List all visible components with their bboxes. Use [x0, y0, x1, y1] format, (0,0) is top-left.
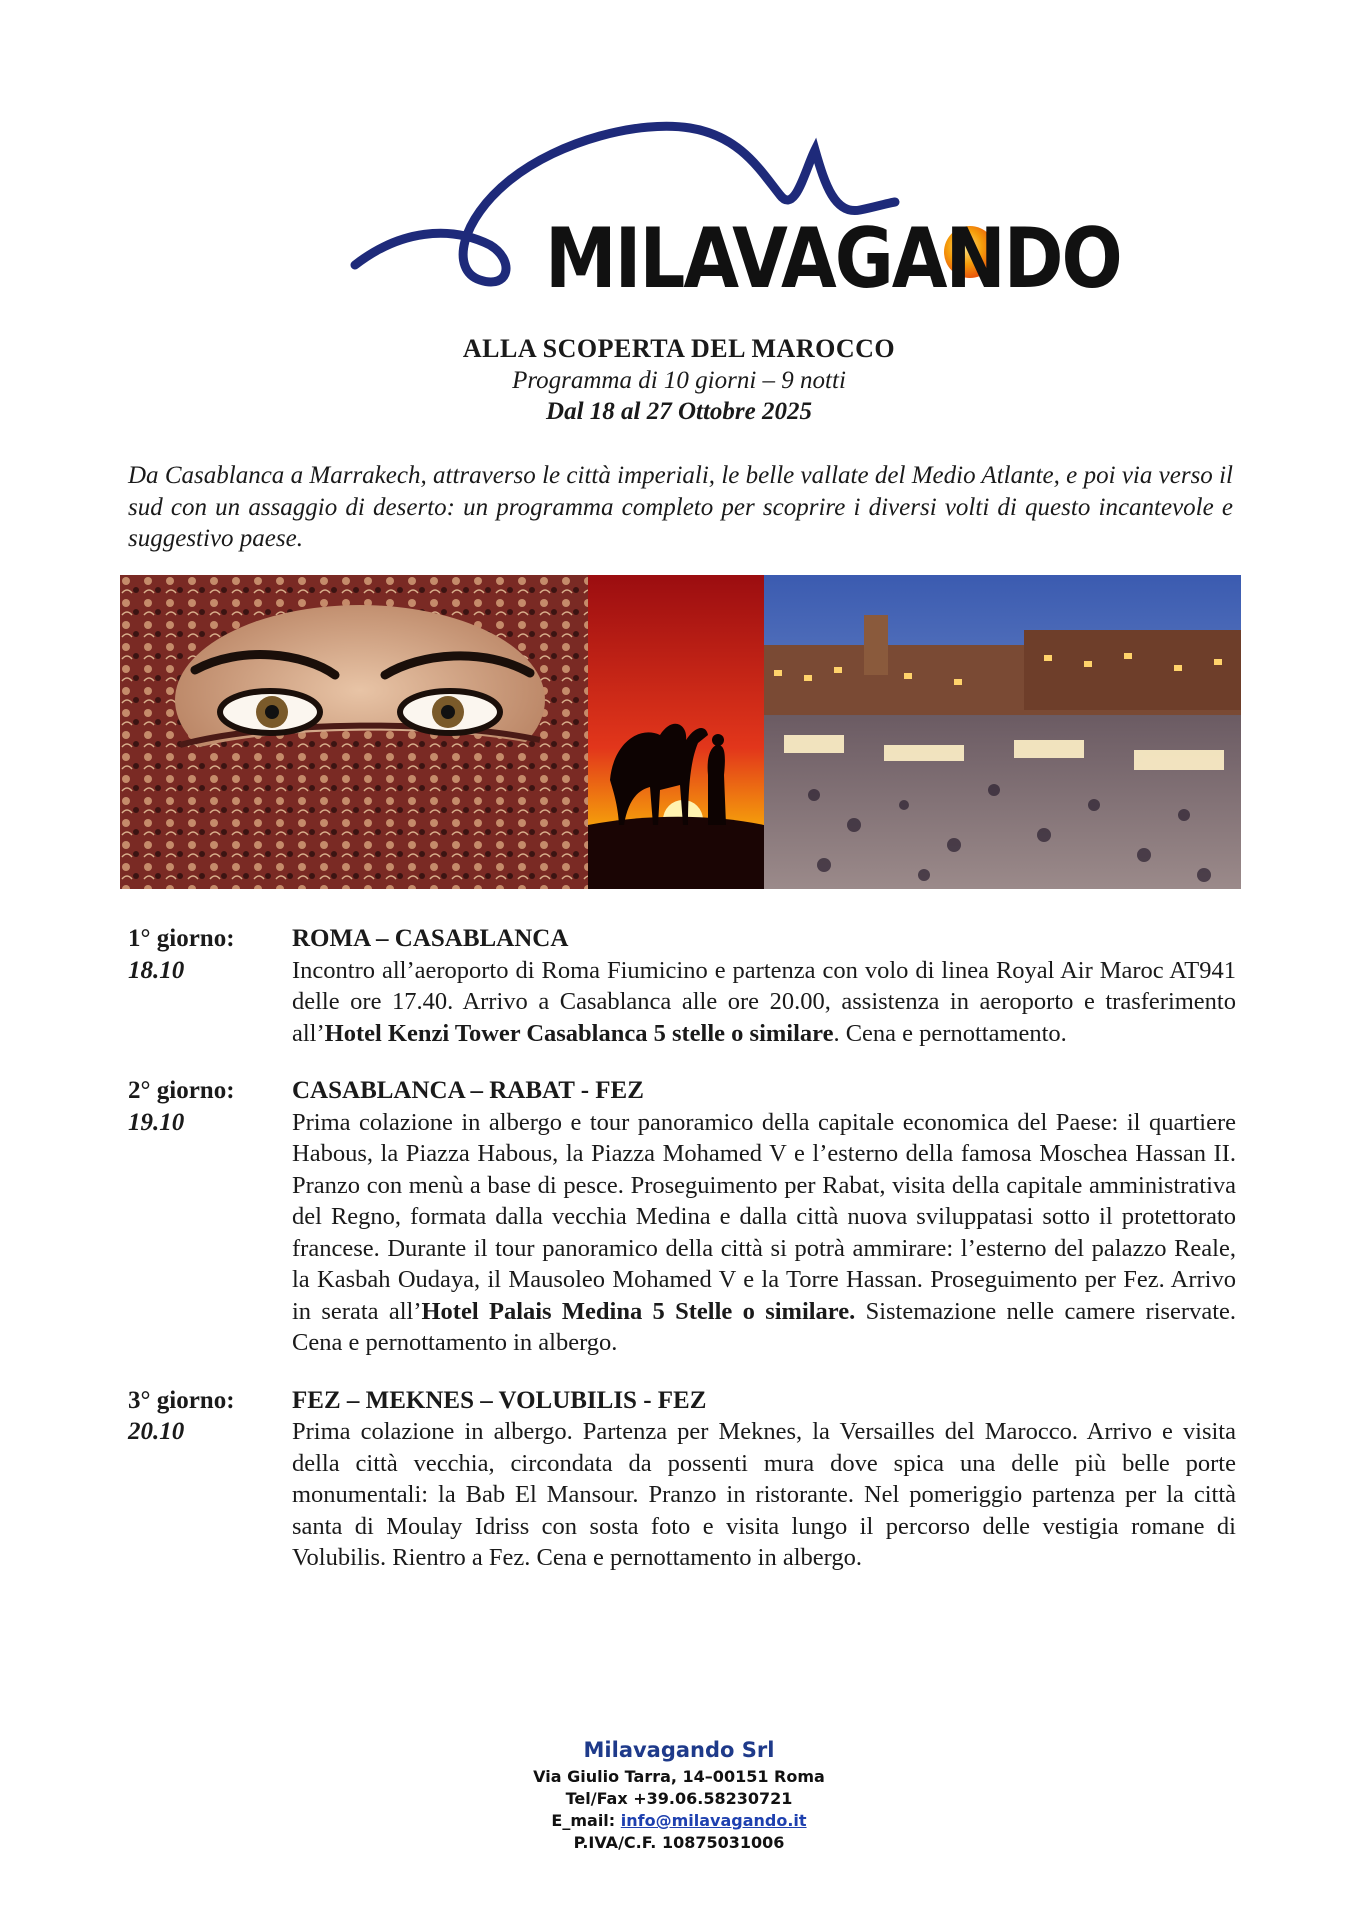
day-title: CASABLANCA – RABAT - FEZ [292, 1077, 644, 1104]
camel-sunset-photo [588, 575, 764, 889]
company-footer [0, 1738, 1358, 1854]
day-date: 20.10 [128, 1418, 185, 1445]
travel-dates: Dal 18 al 27 Ottobre 2025 [546, 398, 812, 425]
day-description: Prima colazione in albergo. Partenza per Meknes, la Versailles del Marocco. Arrivo e visita della città vecchia, circondata da possenti mura dove spica una delle più belle porte monumentali: la Bab El Mansour. Pranzo in ristorante. Nel pomeriggio partenza per la città santa di Moulay Idriss con sosta foto e visita lungo il percorso delle vestigia romane di Volubilis. Rientro a Fez. Cena e pernottamento in albergo. [292, 1418, 1236, 1571]
brand-logo [340, 110, 1121, 310]
day-label: 1° giorno: [128, 925, 235, 952]
marrakech-square-photo [764, 575, 1241, 889]
program-duration: Programma di 10 giorni – 9 notti [512, 367, 846, 394]
banner-photos [120, 575, 1241, 889]
day-label: 2° giorno: [128, 1077, 235, 1104]
logo-text: MILAVAGANDO [545, 210, 1121, 307]
page-title: ALLA SCOPERTA DEL MAROCCO [462, 334, 896, 363]
company-phone: Tel/Fax +39.06.58230721 [565, 1789, 793, 1808]
day-1 [128, 923, 1236, 1049]
company-email-line [0, 1810, 1358, 1832]
day-description: Incontro all’aeroporto di Roma Fiumicino e partenza con volo di linea Royal Air Maroc AT941 delle ore 17.40. Arrivo a Casablanca alle ore 20.00, assistenza in aeroporto e trasferimento all’Hotel Kenzi Tower Casablanca 5 stelle o similare. Cena e pernottamento. [292, 956, 1236, 1047]
day-label: 3° giorno: [128, 1386, 235, 1414]
company-address: Via Giulio Tarra, 14–00151 Roma [533, 1767, 825, 1786]
veiled-woman-photo [120, 575, 588, 889]
day-description: Prima colazione in albergo e tour panoramico della capitale economica del Paese: il quartiere Habous, la Piazza Habous, la Piazza Mohamed V e l’esterno della famosa Moschea Hassan II. Pranzo con menù a base di pesce. Proseguimento per Rabat, visita della capitale amministrativa del Regno, formata dalla vecchia Medina e dalla città nuova sviluppatasi sotto il protettorato francese. Durante il tour panoramico della città si potrà ammirare: l’esterno del palazzo Reale, la Kasbah Oudaya, il Mausoleo Mohamed V e la Torre Hassan. Proseguimento per Fez. Arrivo in serata all’Hotel Palais Medina 5 Stelle o similare. Sistemazione nelle camere riservate. Cena e pernottamento in albergo. [292, 1108, 1236, 1356]
itinerary [128, 923, 1236, 1600]
company-vat: P.IVA/C.F. 10875031006 [573, 1833, 785, 1852]
intro-paragraph: Da Casablanca a Marrakech, attraverso le città imperiali, le belle vallate del Medio Atlante, e poi via verso il sud con un assaggio di deserto: un programma completo per scoprire i diversi volti di questo incantevole e suggestivo paese. [128, 462, 1233, 552]
company-name: Milavagando Srl [583, 1738, 775, 1762]
email-link[interactable]: info@milavagando.it [620, 1811, 807, 1830]
day-date: 19.10 [128, 1108, 185, 1136]
day-date: 18.10 [128, 956, 185, 984]
day-3 [128, 1385, 1236, 1574]
email-label: E_mail: [551, 1811, 616, 1830]
day-2 [128, 1075, 1236, 1359]
day-title: FEZ – MEKNES – VOLUBILIS - FEZ [292, 1386, 707, 1414]
day-title: ROMA – CASABLANCA [292, 925, 569, 952]
